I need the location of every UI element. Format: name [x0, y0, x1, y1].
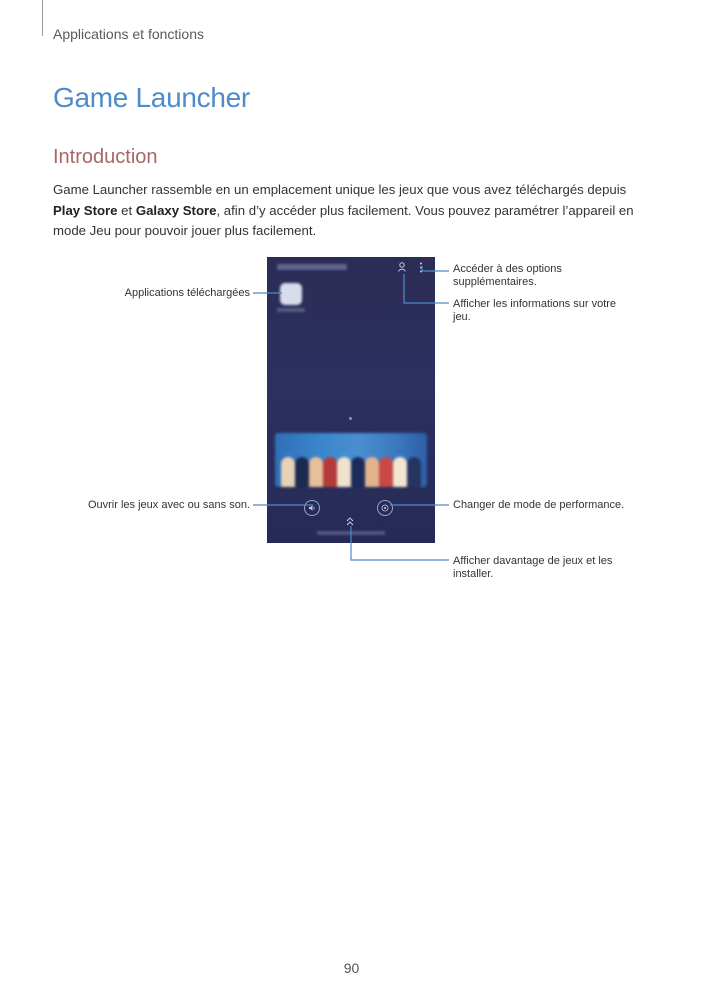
app-title-blur	[277, 264, 347, 270]
page-indicator	[349, 417, 352, 420]
downloaded-app-icon[interactable]	[280, 283, 302, 305]
callout-more-games: Afficher davantage de jeux et les installer.	[453, 555, 613, 580]
callout-more-options: Accéder à des options supplémentaires.	[453, 263, 562, 288]
callout-game-info: Afficher les informations sur votre jeu.	[453, 298, 617, 323]
intro-text-3: , afin d’y accéder plus facilement. Vous pouvez paramétrer l’appareil en mode Jeu pour pouvoir jouer plus facilement.	[53, 202, 634, 238]
game-launcher-screenshot	[267, 257, 435, 543]
more-games-label-blur	[317, 531, 385, 535]
intro-text-2: et	[117, 202, 136, 218]
callout-downloaded-apps: Applications téléchargées	[124, 287, 250, 299]
intro-text-1: Game Launcher rassemble en un emplacement unique les jeux que vous avez téléchargés depuis	[53, 182, 627, 197]
intro-paragraph	[53, 180, 643, 242]
chevron-up-icon[interactable]	[345, 517, 355, 528]
performance-icon[interactable]	[377, 500, 393, 516]
callout-performance: Changer de mode de performance.	[453, 499, 625, 511]
game-banner[interactable]	[275, 433, 427, 487]
callout-sound: Ouvrir les jeux avec ou sans son.	[87, 499, 250, 511]
galaxy-store-label: Galaxy Store	[135, 202, 217, 218]
play-store-label: Play Store	[53, 202, 118, 218]
volume-icon[interactable]	[304, 500, 320, 516]
page-number: 90	[343, 960, 360, 976]
section-header: Applications et fonctions	[53, 26, 204, 42]
page-title: Game Launcher	[53, 82, 250, 113]
header-rule	[42, 0, 43, 36]
person-icon[interactable]	[398, 262, 406, 275]
section-title: Introduction	[53, 146, 158, 168]
more-options-icon[interactable]	[419, 262, 423, 276]
app-label-blur	[277, 308, 305, 312]
